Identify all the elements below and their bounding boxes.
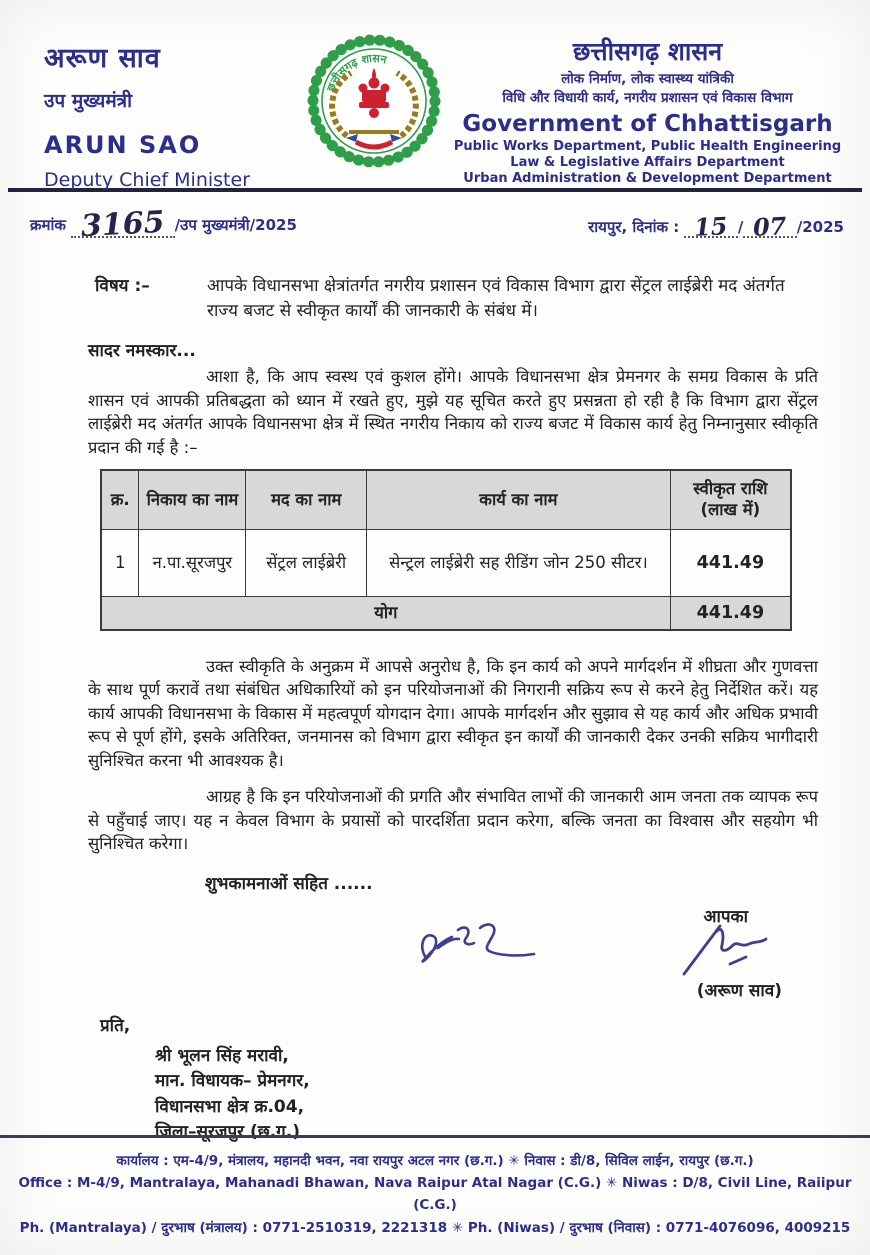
- recipient-label: प्रति,: [100, 1016, 131, 1037]
- handwritten-month: 07: [752, 211, 788, 242]
- total-label: योग: [101, 596, 670, 630]
- year-suffix: /2025: [796, 218, 844, 236]
- chhattisgarh-emblem-icon: [299, 28, 449, 182]
- government-block: [449, 30, 846, 188]
- footer-address-english: Office : M-4/9, Mantralaya, Mahanadi Bhawan, Nava Raipur Atal Nagar (C.G.) ✳ Niwas : D/8, Civil Line, Raiipur (C.G.): [18, 1175, 852, 1214]
- recipient-designation: मान. विधायक– प्रेमनगर,: [155, 1071, 310, 1092]
- recipient-block: [100, 1014, 870, 1146]
- svg-text:छत्तीसगढ़ शासन: छत्तीसगढ़ शासन: [324, 51, 388, 94]
- cell-body-name: न.पा.सूरजपुर: [139, 529, 246, 596]
- handwritten-reference-number: 3165: [80, 204, 166, 245]
- table-row: [101, 529, 791, 596]
- sender-name-hindi: अरूण साव: [44, 43, 161, 74]
- sender-block: [44, 30, 299, 191]
- sender-title-english: Deputy Chief Minister: [44, 169, 251, 191]
- cell-serial: 1: [101, 529, 139, 596]
- department-hindi-line1: लोक निर्माण, लोक स्वास्थ्य यांत्रिकी: [561, 71, 734, 88]
- reference-suffix: /उप मुख्यमंत्री/2025: [174, 216, 297, 234]
- col-sanctioned-amount: स्वीकृत राशि (लाख में): [670, 470, 791, 530]
- cell-head-name: सेंट्रल लाईब्रेरी: [246, 529, 367, 596]
- closing-regards: शुभकामनाओं सहित ......: [205, 874, 373, 895]
- subject-label: विषय :–: [95, 276, 150, 296]
- cell-amount: 441.49: [670, 529, 791, 596]
- table-header-row: [101, 470, 791, 530]
- recipient-district: जिला–सूरजपुर (छ.ग.): [155, 1122, 300, 1143]
- letter-footer: [0, 1135, 870, 1255]
- signature-area: [0, 894, 870, 1010]
- recipient-constituency: विधानसभा क्षेत्र क्र.04,: [155, 1096, 305, 1117]
- body-paragraph-1: आशा है, कि आप स्वस्थ एवं कुशल होंगे। आपके विधानसभा क्षेत्र प्रेमनगर के समग्र विकास के प्रति शासन एवं आपकी प्रतिबद्धता को ध्यान में रखते हुए, मुझे यह सूचित करते हुए प्रसन्नता हो रही है कि विभाग द्वारा सेंट्रल लाईब्रेरी मद अंतर्गत आपके विधानसभा क्षेत्र में स्थित नगरीय निकाय को राज्य बजट में विकास कार्य हेतु निम्नानुसार स्वीकृति प्रदान की गई है :–: [88, 367, 818, 457]
- col-body-name: निकाय का नाम: [139, 470, 246, 530]
- reference-row: [30, 204, 844, 245]
- government-name-english: Government of Chhattisgarh: [462, 111, 833, 137]
- col-head-name: मद का नाम: [246, 470, 367, 530]
- department-hindi-line2: विधि और विधायी कार्य, नगरीय प्रशासन एवं विकास विभाग: [502, 90, 793, 107]
- government-name-hindi: छत्तीसगढ़ शासन: [572, 37, 723, 66]
- table-total-row: [101, 596, 791, 630]
- col-work-name: कार्य का नाम: [367, 470, 671, 530]
- recipient-name: श्री भूलन सिंह मरावी,: [155, 1045, 289, 1066]
- department-english-line1: Public Works Department, Public Health Engineering: [453, 138, 842, 154]
- place-date: रायपुर, दिनांक : 15 / 07 /2025: [588, 211, 844, 242]
- signatory-name: (अरूण साव): [696, 981, 782, 1002]
- footer-phone-numbers: Ph. (Mantralaya) / दुरभाष (मंत्रालय) : 0771-2510319, 2221318 ✳ Ph. (Niwas) / दुरभाष (निवास) : 0771-4076096, 4009215: [19, 1219, 851, 1236]
- handwritten-day: 15: [693, 211, 729, 242]
- reference-number: [30, 204, 297, 245]
- cell-work-name: सेन्ट्रल लाईब्रेरी सह रीडिंग जोन 250 सीटर।: [367, 529, 671, 596]
- body-paragraph-3: आग्रह है कि इन परियोजनाओं की प्रगति और संभावित लाभों की जानकारी आम जनता तक व्यापक रूप से पहुँचाई जाए। यह न केवल विभाग के प्रयासों को पारदर्शिता प्रदान करेगा, बल्कि जनता का विश्वास और सहयोग भी सुनिश्चित करेगा।: [88, 787, 818, 853]
- sanction-table: [100, 469, 792, 631]
- sender-title-hindi: उप मुख्यमंत्री: [44, 90, 133, 112]
- body-paragraph-2: उक्त स्वीकृति के अनुक्रम में आपसे अनुरोध है, कि इन कार्य को अपने मार्गदर्शन में शीघ्रता और गुणवत्ता के साथ पूर्ण करावें तथा संबंधित अधिकारियों को इन परियोजनाओं की निगरानी सक्रिय रूप से करने हेतु निर्देशित करें। यह कार्य आपकी विधानसभा के विकास में महत्वपूर्ण योगदान देगा। आपके मार्गदर्शन और सुझाव से यह कार्य और अधिक प्रभावी रूप से पूर्ण होंगे, इसके अतिरिक्त, जनमानस को विभाग द्वारा स्वीकृत इन कार्यों की जानकारी देकर उनकी सक्रिय भागीदारी सुनिश्चित करना भी आवश्यक है।: [88, 656, 818, 770]
- deputy-cm-signature: [678, 918, 778, 984]
- place-date-label: रायपुर, दिनांक :: [588, 218, 680, 236]
- footer-address-hindi: कार्यालय : एम-4/9, मंत्रालय, महानदी भवन, नवा रायपुर अटल नगर (छ.ग.) ✳ निवास : डी/8, सिविल लाईन, रायपुर (छ.ग.): [116, 1152, 754, 1169]
- initial-scribble-signature: [412, 916, 537, 982]
- total-amount: 441.49: [670, 596, 791, 630]
- closing-yours: आपका: [703, 907, 748, 928]
- col-serial: क्र.: [101, 470, 139, 530]
- sender-name-english: ARUN SAO: [44, 131, 202, 159]
- letterhead: [0, 0, 870, 191]
- reference-label: क्रमांक: [30, 216, 66, 234]
- salutation: सादर नमस्कार...: [88, 341, 196, 362]
- department-english-line3: Urban Administration & Development Department: [463, 171, 832, 187]
- subject-text: आपके विधानसभा क्षेत्रांतर्गत नगरीय प्रशासन एवं विकास विभाग द्वारा सेंट्रल लाईब्रेरी मद अंतर्गत राज्य बजट से स्वीकृत कार्यों की जानकारी के संबंध में।: [207, 276, 785, 321]
- department-english-line2: Law & Legislative Affairs Department: [510, 155, 785, 170]
- subject-block: [95, 274, 812, 323]
